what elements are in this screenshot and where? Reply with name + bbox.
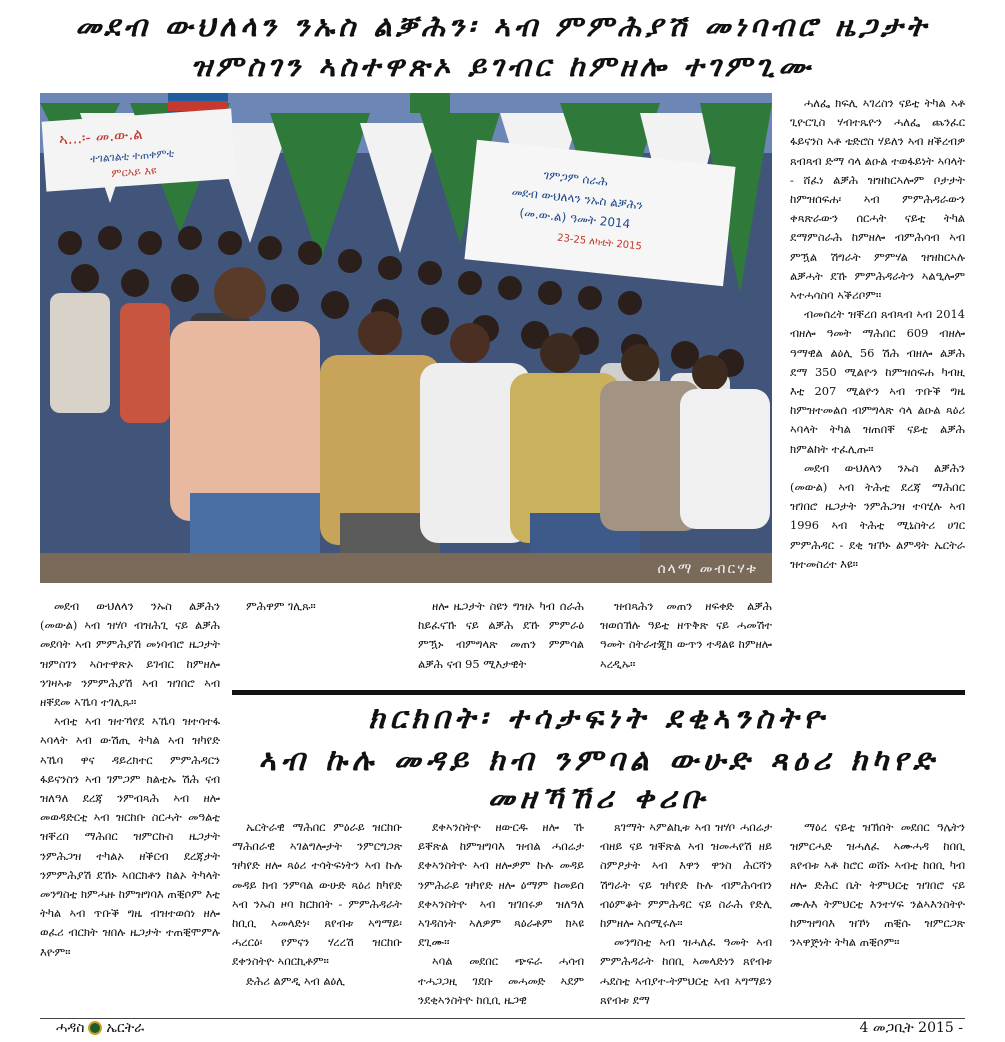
news-photo	[40, 93, 772, 583]
svg-text:23-25 ለካቲት 2015: 23-25 ለካቲት 2015	[556, 232, 643, 253]
paragraph: ምሕዋም ገሊጹ።	[246, 599, 316, 613]
main-headline-line1: መደብ ውህለላን ንኡስ ልቓሕን፡ ኣብ ምምሕያሽ መነባብሮ ዜጋታት	[75, 9, 930, 43]
paragraph: መደብ ውህለላን ንኡስ ልቓሕን (መውል) ኣብ ትሕቲ ደረጃ ማሕበር ዝገበሮ ዜጋታት ንምሕጋዝ ተባሂሉ ኣብ 1996 ኣብ ትሕቲ ሚኒስትሪ ሀገር ምምሕዳር - ደቂ ዝኾኑ ልምዳት ኤርትራ ዝተመስረተ እዩ።	[790, 460, 965, 571]
second-headline-line1: ክርክበት፡ ተሳታፍነት ደቂኣንስትዮ	[368, 701, 829, 736]
paragraph: ኣባል መደበር ጭፍራ ሓሳብ ተሓጋጋዚ ገደቡ መሓመድ ኣደም ንደቂኣንስትዮ ከቢቢ ዜጋዊ	[418, 954, 584, 1007]
paragraph: ሓለፌ ክፍሊ ኣገረስን ናይቲ ትካል ኣቶ ጊዮርጊስ ሃብተጼዮን ሓለፌ ጨንፈር ፋይናንስ ኣቶ ቴድሮስ ሃይለን ኣብ ዘቕረብዎ ጸብጻብ ድማ ሳላ ልዑል ተወፋይነት ኣባላት - ሸፈነ ልቓሕ ዝዝከርኣሎም ቦታታት ከምዝሰፍሐ፡ ኣብ ምምሕዳራውን ቀጻጽራውን ሰርሓት ናይቲ ትካል ደማምስራሕ ከምዘሎ ብምሕሳብ ኣብ ምዃል ሽግራት ምምሃል ዝዝከርኣሉ ልቓሓት ደኹ ምምሕዳራትን ኣልዒሎም ኣተሓሳስባ ኣቕሪቦም።	[790, 96, 965, 303]
svg-text:(መ.ው.ል) ዓመት 2014: (መ.ው.ል) ዓመት 2014	[518, 205, 631, 232]
second-headline-line2: ኣብ ኩሉ መዳይ ክብ ንምባል ውሁድ ጻዕሪ ክካየድ	[258, 743, 939, 778]
paragraph: ብመሰረት ዝቐረበ ጸብጻብ ኣብ 2014 ብዘሎ ዓመት ማሕበር 609 ብዘሎ ዓማዊል ልዕሊ 56 ሽሕ ብዘሎ ልቓሕ ደማ 350 ሚልዮን ከምዝሰፍሐ ካብዚ እቲ 207 ሚልዮን ኣብ ጥቡቕ ግዜ ከምዝተመልሰ ብምግላጽ ሳላ ልዑል ጻዕሪ ኣባላት ትካል ዝጠበቐ ናይቲ ልቓሕ ክምልከት ተፈሊጡ።	[790, 307, 965, 456]
svg-text:ምርኣይ እዩ: ምርኣይ እዩ	[110, 163, 157, 181]
paragraph: ዘሎ ዜጋታት ስዩን ግዝኦ ካብ ሰራሕ ከይፈናኹ ናይ ልቓሕ ደኹ ምምራዕ ምዃኑ ብምግላጽ መጠን ምምሳል ልቓሕ ናብ 95 ሚእታዊት	[418, 599, 584, 671]
paragraph: ኣብቲ ኣብ ዝተኻየደ ኣኼባ ዝተሳተፋ ኣባላት ኣብ ውሽጢ ትካል ኣብ ዝካየድ ኣኼባ ዋና ዳይረክተር ምምሕዳርን ፋይናንስን ኣብ ገምጋም ክልቲኡ ሽሕ ናብ ዝለዓለ ደረጃ ንምብጻሕ ኣብ ዘሎ መወዳድርቲ ኣብ ዝርከቡ ስርሓት መዓልቲ ዝቐረበ ማሕበር ዝምርኩስ ዜጋታት ንምሕጋዝ ተካልኦ ዘቕርብ ደረጃታት ንምምሕያሽ ደኸኑ ኣበርክቶን ከልኦ ትካላት መንግስቲ ክምሓዙ ከምዝግባእ ጠቒሶም እቲ ትካል ኣብ ጥቡቕ ግዜ ብዝተወሰነ ዘሎ ወፈሪ ብርክት ዝበሉ ዜጋታት ተጠቒሞምሉ እዮም።	[40, 714, 220, 959]
right-column-article	[790, 94, 965, 690]
paragraph: መንግስቲ ኣብ ዝሓለፈ ዓመት ኣብ ምምሕዳራት ከበቢ ኣመላድነን ጸየብቱ ሓደስቲ ኣብያተ-ትምህርቲ ኣብ ኣግማይን ጸየብቱ ደማ	[600, 935, 772, 1007]
column-5-article	[232, 818, 402, 1014]
publication-logo-icon	[88, 1021, 102, 1035]
paragraph: ድሕሪ ልምዲ ኣብ ልዕሊ	[246, 973, 346, 988]
column-2-article	[232, 597, 402, 627]
footer-date-page: 4 መጋቢት 2015 -	[859, 1020, 963, 1036]
paragraph: ደቀኣንስትዮ ዘውርዱ ዘሎ ኹ ይቐጽል ከምዝግባእ ዝብል ሓበሬታ ደቀኣንስትዮ ኣብ ዘሎዎም ኩሉ መዳይ ንምሕራይ ዝካየድ ዘሎ ዕማም ከመይሰ ደቀኣንስትዮ ኣብ ዝገበሩዎ ዝለዓለ ኣገዳስነት ኣለዎም ጻዕራቶም ክኣዩ ደጊሙ።	[418, 820, 584, 950]
footer-divider	[40, 1018, 965, 1019]
svg-text:ተገልገልቲ ተጠቀምቲ: ተገልገልቲ ተጠቀምቲ	[89, 146, 175, 166]
main-headline-line2: ዝምስገን ኣስተዋጽኦ ይገብር ከምዘሎ ተገምጊሙ	[190, 49, 815, 83]
audience-photo-illustration	[40, 93, 772, 583]
paragraph: መደብ ውህለላን ንኡስ ልቓሕን (መውል) ኣብ ዝሃቦ ብዝሕጊ ናይ ልቓሕ መደባት ኣብ ምምሕያሽ መነባብሮ ዜጋታት ዝምስገን ኣስተዋጽኦ ይገብር ከምዘሎ ንገዛኣቱ ንምምሕያሽ ኣብ ዝገበሮ ኣብ ዘቐደመ ኣኼባ ተገሊጹ።	[40, 599, 220, 710]
event-banner-left	[42, 109, 236, 192]
column-1-article	[40, 597, 220, 997]
svg-text:ገምጋም ሰራሕ: ገምጋም ሰራሕ	[542, 167, 609, 189]
footer-name-part: ኤርትራ	[106, 1020, 145, 1036]
paragraph: ማዕረ ናይቲ ዝኽሰት መደበር ዓሌትን ዝምርሓድ ዝሓለፈ ኣሙሓዳ ከበቢ ጸየብቱ ኣቶ ከሮር ወሸኑ ኣብቲ ከበቢ ካብ ዘሎ ድሕር ቤት ትምህርቲ ዝገበሮ ናይ ሙሉእ ትምህርቲ እንተሃፍ ንልኣእንስትዮ ከምዝግባእ ዝኾነ ጠቒሱ ዝምርጋጽ ንኣዋጅነት ትካል ጠቒሶም።	[790, 820, 965, 950]
paragraph: ዝብጻሕን መጠን ዘፍቀድ ልቓሕ ዝወሰኽሉ ዓይቲ ዘጥቅጽ ናይ ሓመሽተ ዓመት ስትራተጂክ ውጥን ተዳልዩ ከምዘሎ ኣረዲኡ።	[600, 599, 772, 671]
section-divider	[232, 690, 965, 695]
svg-text:ኣ...፡- መ.ው.ል: ኣ...፡- መ.ው.ል	[58, 124, 144, 149]
footer-publication	[56, 1020, 144, 1036]
second-headline-line3: መዘኻኸሪ ቀሪቡ	[487, 781, 710, 816]
paragraph: ኤርትራዊ ማሕበር ምዕራይ ዝርከቡ ማሕበራዊ ኣገልግሎታት ንምርግጋጽ ዝካየድ ዘሎ ጻዕሪ ተሳትፍነትን ኣብ ኩሉ መዳይ ክብ ንምባል ውሁድ ጻዕሪ ክካየድ ኣብ ንኡስ ዞባ ክርክበት - ምምሕዳራት ከቢቢ ኣመላድነ፡ ጸየብቱ ኣግማይ፡ ሓረርዕ፡ የምናን ሃረረሽ ዝርከቡ ደቀንስትዮ ኣበርኪቶም።	[232, 820, 402, 969]
column-3-article	[418, 597, 584, 672]
footer-name-part: ሓዳስ	[56, 1020, 85, 1036]
column-8-article	[790, 818, 965, 1014]
column-7-article	[600, 818, 772, 1014]
photo-credit: ሰላማ መብርሃቱ	[657, 561, 758, 577]
column-4-article	[600, 597, 772, 672]
svg-text:መደብ ውህለላን ንኡስ ልቓሕን: መደብ ውህለላን ንኡስ ልቓሕን	[511, 184, 644, 213]
paragraph: ጸገማት ኣምልኪቱ ኣብ ዝሃቦ ሓበሬታ ብዘይ ናይ ዝቐጽል ኣብ ዝመሓየሽ ዘይ ስምዖታት ኣብ እዋን ዋንስ ሕርሻን ሽግራት ናይ ዝካየድ ኩሉ ብምሕሳብን ብዕምቆት ምምሕዳር ናይ ስራሕ የድሊ ከምዘሎ ኣሰሚሩሉ።	[600, 820, 772, 931]
column-6-article	[418, 818, 584, 1014]
